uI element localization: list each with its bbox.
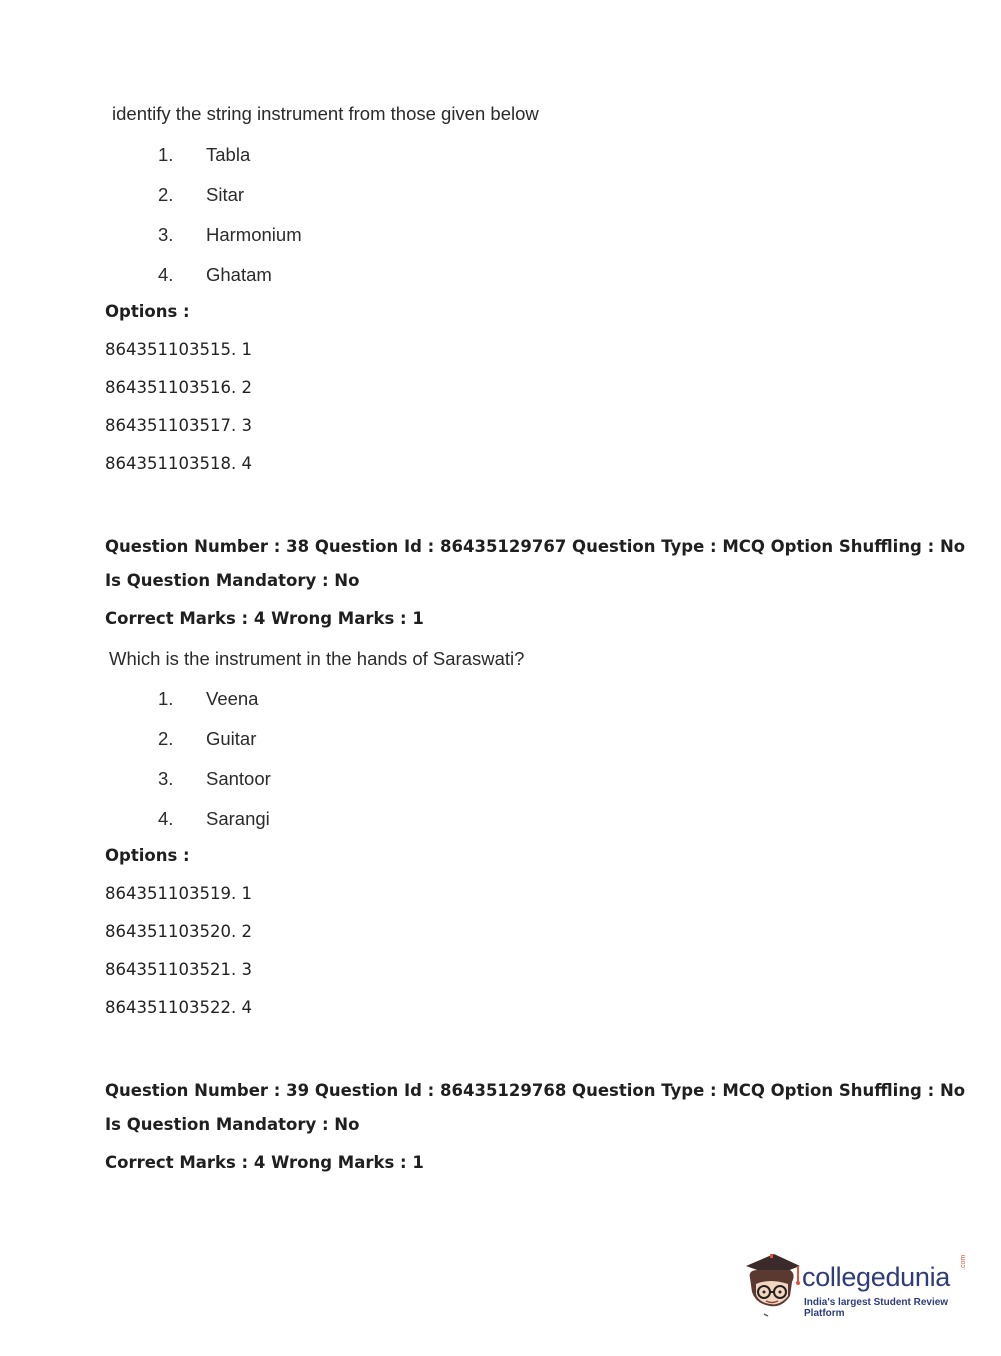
list-item: Sitar	[206, 184, 245, 205]
logo-tagline: India's largest Student Review Platform	[804, 1297, 949, 1319]
question-text: identify the string instrument from those given below	[112, 103, 539, 124]
option-row: 864351103522. 4	[105, 998, 252, 1017]
option-row: 864351103516. 2	[105, 378, 252, 397]
collegedunia-logo	[742, 1248, 972, 1318]
list-item: Guitar	[206, 728, 257, 749]
options-label: Options :	[105, 302, 190, 321]
list-item: Harmonium	[206, 224, 302, 245]
mascot-icon	[742, 1248, 802, 1318]
options-label: Options :	[105, 846, 190, 865]
option-row: 864351103517. 3	[105, 416, 252, 435]
question-header: Question Number : 39 Question Id : 86435129768 Question Type : MCQ Option Shuffling : No	[105, 1081, 966, 1100]
list-number: 3.	[158, 768, 174, 789]
list-number: 2.	[158, 728, 174, 749]
question-text: Which is the instrument in the hands of Saraswati?	[109, 648, 525, 669]
option-row: 864351103520. 2	[105, 922, 252, 941]
list-item: Ghatam	[206, 264, 272, 285]
list-number: 2.	[158, 184, 174, 205]
logo-domain: .com	[960, 1254, 967, 1270]
option-row: 864351103515. 1	[105, 340, 252, 359]
logo-wordmark: collegedunia	[802, 1262, 951, 1292]
question-marks: Correct Marks : 4 Wrong Marks : 1	[105, 1153, 424, 1172]
question-mandatory: Is Question Mandatory : No	[105, 571, 360, 590]
list-number: 3.	[158, 224, 174, 245]
list-item: Veena	[206, 688, 259, 709]
list-number: 1.	[158, 144, 174, 165]
list-number: 4.	[158, 264, 174, 285]
list-number: 1.	[158, 688, 174, 709]
list-item: Santoor	[206, 768, 271, 789]
question-marks: Correct Marks : 4 Wrong Marks : 1	[105, 609, 424, 628]
list-item: Sarangi	[206, 808, 270, 829]
list-item: Tabla	[206, 144, 251, 165]
list-number: 4.	[158, 808, 174, 829]
question-mandatory: Is Question Mandatory : No	[105, 1115, 360, 1134]
question-header: Question Number : 38 Question Id : 86435129767 Question Type : MCQ Option Shuffling : No	[105, 537, 966, 556]
option-row: 864351103519. 1	[105, 884, 252, 903]
option-row: 864351103521. 3	[105, 960, 252, 979]
option-row: 864351103518. 4	[105, 454, 252, 473]
